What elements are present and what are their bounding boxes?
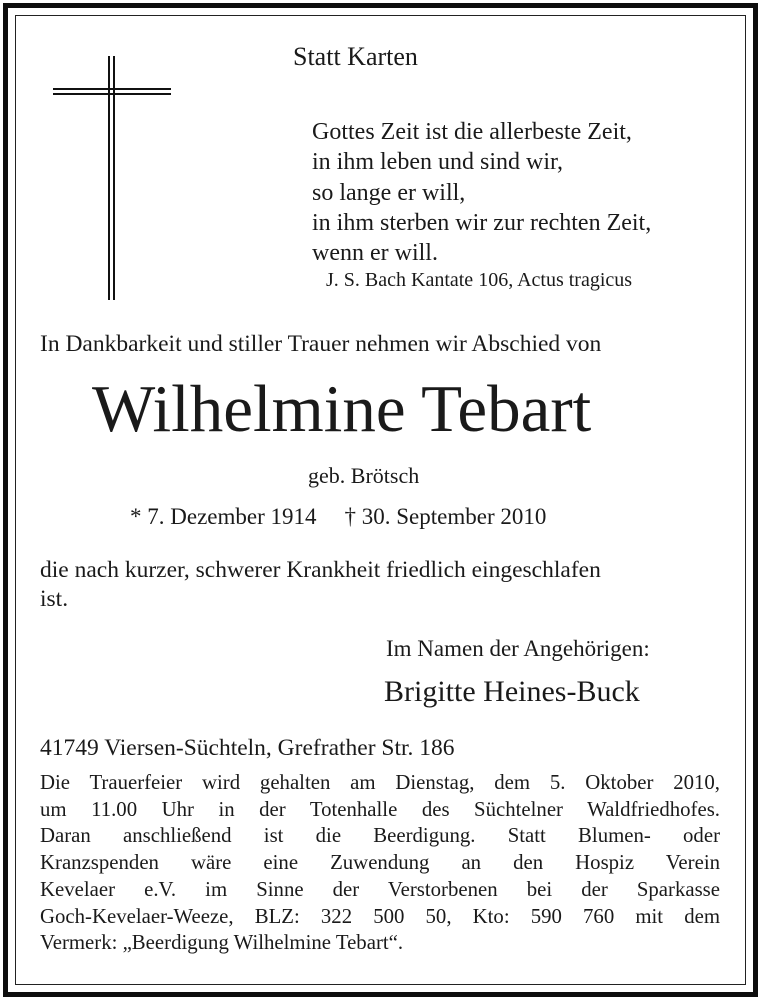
- notice-line: Goch-Kevelaer-Weeze, BLZ: 322 500 50, Kto: 590 760 mit dem: [40, 904, 720, 928]
- poem-line: wenn er will.: [312, 240, 438, 267]
- notice-line: Kevelaer e.V. im Sinne der Verstorbenen bei der Sparkasse: [40, 877, 720, 901]
- statement-line: ist.: [40, 586, 69, 612]
- poem: [312, 117, 651, 268]
- life-dates: [130, 505, 546, 528]
- maiden-name: geb. Brötsch: [308, 463, 420, 488]
- notice-line: Kranzspenden wäre eine Zuwendung an den Hospiz Verein: [40, 851, 720, 875]
- notice-line: Die Trauerfeier wird gehalten am Dienstag, dem 5. Oktober 2010,: [40, 771, 720, 794]
- address-line: 41749 Viersen-Süchteln, Grefrather Str. 186: [40, 735, 455, 761]
- poem-line: in ihm sterben wir zur rechten Zeit,: [312, 209, 652, 236]
- poem-attribution: J. S. Bach Kantate 106, Actus tragicus: [326, 269, 633, 291]
- poem-line: Gottes Zeit ist die allerbeste Zeit,: [312, 119, 632, 145]
- signer-name: Brigitte Heines-Buck: [384, 675, 640, 708]
- on-behalf-line: Im Namen der Angehörigen:: [386, 636, 650, 661]
- deceased-name: Wilhelmine Tebart: [92, 372, 592, 446]
- cross-icon: [53, 56, 171, 300]
- notice-line: Vermerk: „Beerdigung Wilhelmine Tebart“.: [40, 931, 404, 955]
- birth-date: * 7. Dezember 1914: [130, 504, 317, 529]
- intro-line: In Dankbarkeit und stiller Trauer nehmen wir Abschied von: [40, 331, 602, 357]
- statement-line: die nach kurzer, schwerer Krankheit friedlich eingeschlafen: [40, 557, 601, 583]
- notice-line: Daran anschließend ist die Beerdigung. Statt Blumen- oder: [40, 824, 720, 848]
- statement: [40, 556, 601, 614]
- notice-line: um 11.00 Uhr in der Totenhalle des Süchtelner Waldfriedhofes.: [40, 797, 720, 821]
- statt-karten-heading: Statt Karten: [293, 42, 418, 71]
- death-date: † 30. September 2010: [344, 504, 547, 529]
- poem-line: in ihm leben und sind wir,: [312, 149, 564, 176]
- poem-line: so lange er will,: [312, 179, 466, 206]
- funeral-notice: [40, 770, 720, 957]
